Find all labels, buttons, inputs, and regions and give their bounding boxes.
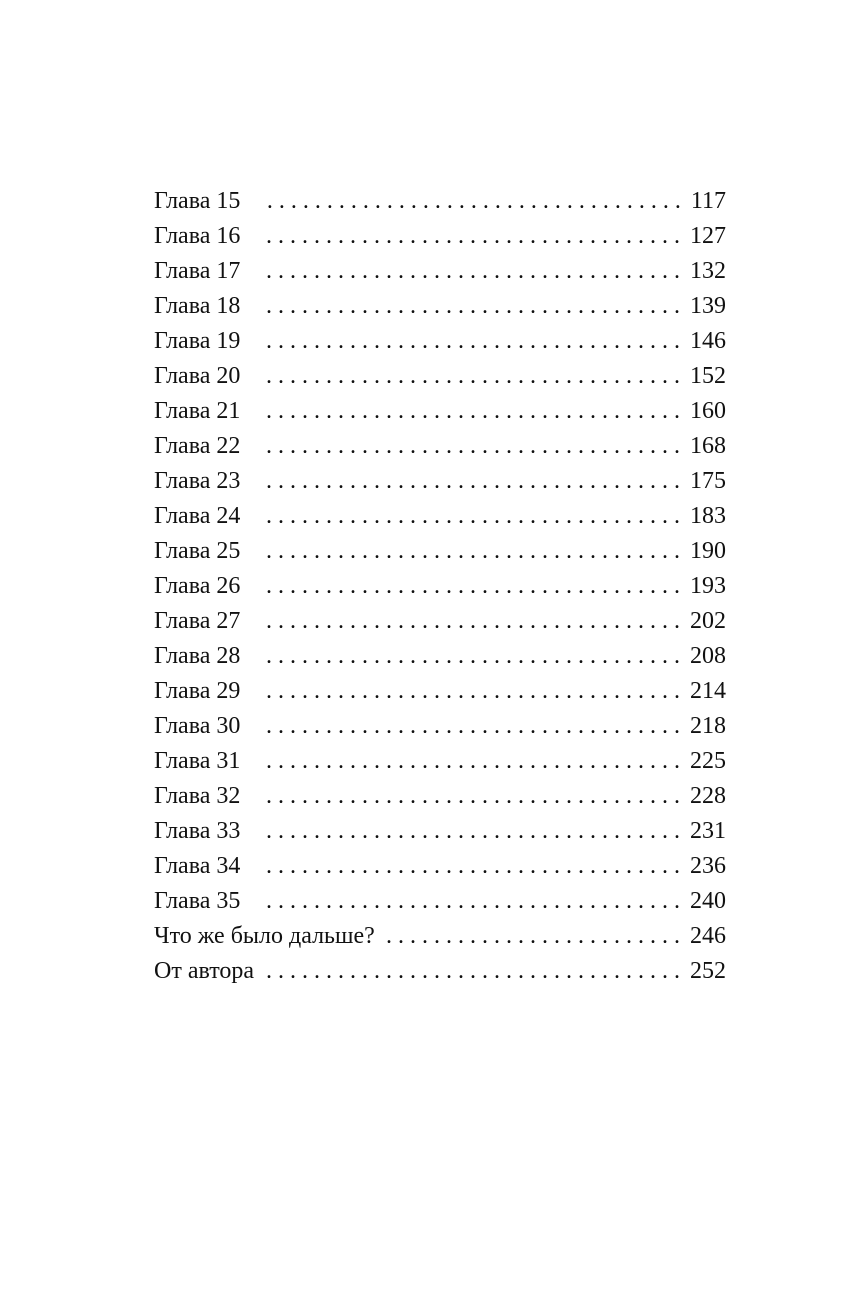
toc-entry [154,534,726,569]
toc-entry [154,849,726,884]
toc-entry-title: Глава 22 [154,433,241,459]
toc-entry-page-number: 139 [690,293,726,319]
toc-entry [154,219,726,254]
toc-entry [154,919,726,954]
dot-leader [266,394,680,429]
toc-entry-title: Глава 27 [154,608,241,634]
toc-entry-title: Глава 32 [154,783,241,809]
dot-leader [266,709,680,744]
dot-leader [266,289,680,324]
toc-entry-title: Глава 26 [154,573,241,599]
dot-leader [266,744,680,779]
toc-entry-title: Глава 25 [154,538,241,564]
table-of-contents [154,184,726,989]
toc-entry-page-number: 160 [690,398,726,424]
toc-entry-title: Глава 21 [154,398,241,424]
toc-entry-page-number: 208 [690,643,726,669]
toc-entry-page-number: 127 [690,223,726,249]
toc-entry [154,429,726,464]
dot-leader [266,429,680,464]
dot-leader [266,569,680,604]
toc-entry [154,744,726,779]
toc-entry [154,884,726,919]
toc-entry-page-number: 246 [690,923,726,949]
dot-leader [266,534,680,569]
dot-leader [266,359,680,394]
toc-entry-page-number: 252 [690,958,726,984]
toc-entry-title: Глава 24 [154,503,241,529]
toc-entry-page-number: 228 [690,783,726,809]
dot-leader [266,814,680,849]
toc-entry [154,954,726,989]
toc-entry [154,499,726,534]
toc-entry [154,604,726,639]
toc-entry [154,254,726,289]
toc-entry [154,324,726,359]
dot-leader [266,499,680,534]
toc-entry-page-number: 152 [690,363,726,389]
toc-entry-title: Глава 18 [154,293,241,319]
toc-entry [154,639,726,674]
toc-entry-page-number: 225 [690,748,726,774]
toc-entry-title: Что же было дальше? [154,923,375,949]
toc-entry [154,359,726,394]
toc-entry-title: Глава 20 [154,363,241,389]
toc-entry-title: Глава 23 [154,468,241,494]
dot-leader [266,254,680,289]
dot-leader [266,324,680,359]
toc-entry-page-number: 218 [690,713,726,739]
dot-leader [385,919,680,954]
toc-entry-page-number: 146 [690,328,726,354]
dot-leader [266,849,680,884]
toc-entry-page-number: 168 [690,433,726,459]
toc-entry [154,464,726,499]
toc-entry [154,779,726,814]
toc-entry-title: Глава 35 [154,888,241,914]
toc-entry-title: Глава 34 [154,853,241,879]
dot-leader [266,639,680,674]
toc-entry-title: Глава 33 [154,818,241,844]
toc-entry-title: Глава 19 [154,328,241,354]
toc-entry-page-number: 240 [690,888,726,914]
toc-entry-page-number: 193 [690,573,726,599]
dot-leader [266,674,680,709]
toc-entry [154,709,726,744]
toc-entry [154,394,726,429]
toc-entry [154,674,726,709]
toc-entry-page-number: 117 [690,188,726,214]
toc-entry-title: Глава 28 [154,643,241,669]
dot-leader [266,604,680,639]
dot-leader [264,954,680,989]
toc-entry-title: Глава 17 [154,258,241,284]
toc-entry-title: Глава 30 [154,713,241,739]
toc-entry-page-number: 214 [690,678,726,704]
toc-entry [154,569,726,604]
toc-entry [154,184,726,219]
toc-entry-page-number: 175 [690,468,726,494]
toc-entry-page-number: 231 [690,818,726,844]
toc-entry-page-number: 236 [690,853,726,879]
dot-leader [266,464,680,499]
dot-leader [266,219,680,254]
dot-leader [266,184,681,219]
toc-entry-title: Глава 15 [154,188,241,214]
dot-leader [266,884,680,919]
toc-entry-title: Глава 16 [154,223,241,249]
toc-entry [154,814,726,849]
toc-entry-page-number: 132 [690,258,726,284]
toc-entry-title: Глава 29 [154,678,241,704]
toc-entry-page-number: 190 [690,538,726,564]
toc-entry [154,289,726,324]
toc-entry-title: От автора [154,958,255,984]
toc-entry-page-number: 183 [690,503,726,529]
toc-entry-page-number: 202 [690,608,726,634]
dot-leader [266,779,680,814]
toc-entry-title: Глава 31 [154,748,241,774]
